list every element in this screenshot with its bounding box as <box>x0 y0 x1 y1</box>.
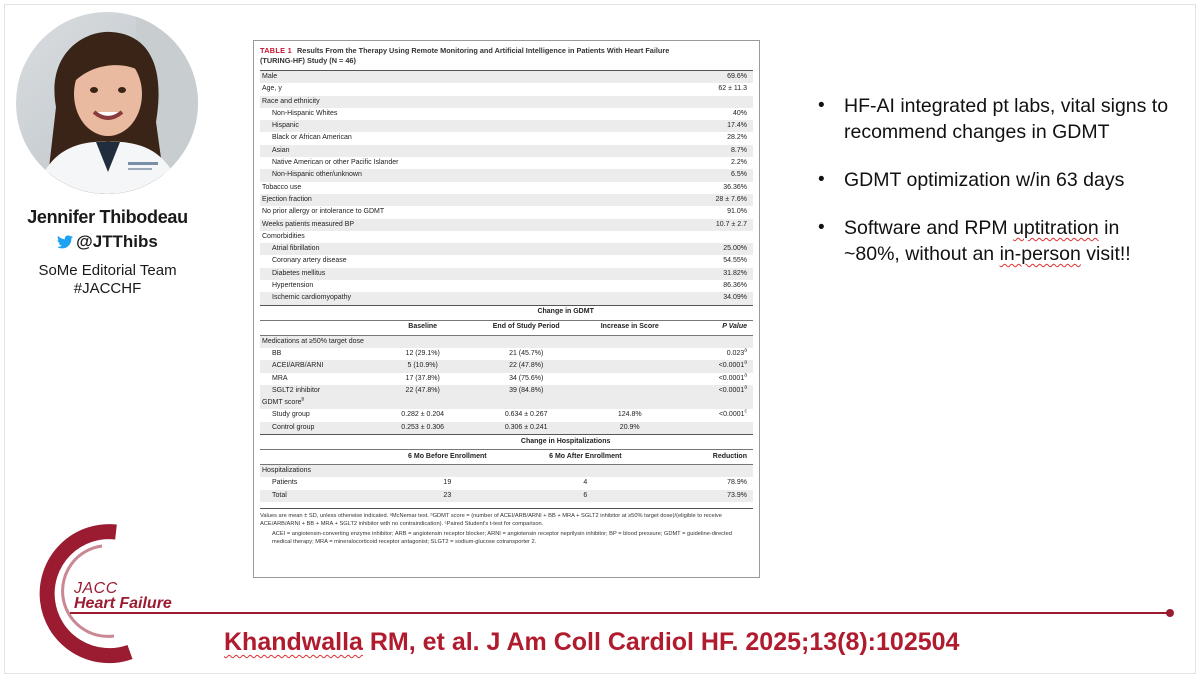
table-row <box>260 409 753 421</box>
gdmt-group-header: Change in GDMT <box>260 305 753 320</box>
speaker-handle-text: @JTThibs <box>76 232 158 251</box>
section-row <box>260 465 753 478</box>
table-row <box>260 268 753 280</box>
footer-divider-dot <box>1166 609 1174 617</box>
p-value <box>674 385 753 397</box>
increase-value: 20.9% <box>585 422 674 434</box>
table-row <box>260 206 753 218</box>
table-row <box>260 231 753 243</box>
footnote-marker: a <box>744 360 747 366</box>
bullet-3: • Software and RPM uptitration in ~80%, without an in-person visit!! <box>816 215 1176 267</box>
col-reduction: Reduction <box>654 450 753 465</box>
row-label: Native American or other Pacific Islander <box>272 159 399 167</box>
speaker-name: Jennifer Thibodeau <box>27 207 188 227</box>
results-table-image <box>253 40 760 578</box>
table-row <box>260 280 753 292</box>
table-title-line1: Results From the Therapy Using Remote Monitoring and Artificial Intelligence in Patients With Heart Failure <box>297 46 670 55</box>
end-value: 22 (47.8%) <box>467 360 585 372</box>
team-line: SoMe Editorial Team <box>38 262 177 279</box>
baseline-value: 5 (10.9%) <box>378 360 467 372</box>
table-row <box>260 385 753 397</box>
gdmt-table <box>260 305 753 434</box>
logo-heart-failure-text: Heart Failure <box>74 595 172 612</box>
end-value: 34 (75.6%) <box>509 374 544 382</box>
p-value <box>674 360 753 372</box>
row-label: Asian <box>260 145 645 157</box>
table-row <box>260 255 753 267</box>
section-text: GDMT score <box>262 399 302 407</box>
table-row <box>260 96 753 108</box>
table-row <box>260 83 753 95</box>
row-label: Non-Hispanic other/unknown <box>260 169 645 181</box>
row-value: 10.7 ± 2.7 <box>645 219 753 231</box>
end-value: 0.306 ± 0.241 <box>467 422 585 434</box>
increase-value <box>585 360 674 372</box>
col-end-of-study: End of Study Period <box>467 320 585 335</box>
row-label: Diabetes mellitus <box>260 268 645 280</box>
bullet-2: • GDMT optimization w/in 63 days <box>816 167 1176 193</box>
hospitalizations-table <box>260 434 753 502</box>
p-value-text: <0.0001 <box>718 386 745 394</box>
spellcheck-word: in-person <box>999 243 1081 265</box>
row-label: Age, y <box>262 85 282 93</box>
after-value: 6 <box>516 490 654 502</box>
p-value-text: 0.023 <box>726 349 745 357</box>
row-label: SGLT2 inhibitor <box>260 385 378 397</box>
hashtag: #JACCHF <box>73 280 142 297</box>
table-label: TABLE 1 <box>260 46 292 55</box>
row-label: MRA <box>272 374 288 382</box>
row-label: Ischemic cardiomyopathy <box>260 292 645 304</box>
row-label: Ejection fraction <box>260 194 645 206</box>
table-row <box>260 182 753 194</box>
baseline-value: 0.253 ± 0.306 <box>378 422 467 434</box>
before-value: 23 <box>378 490 516 502</box>
row-value: 36.36% <box>723 183 747 191</box>
reduction-value: 78.9% <box>727 479 747 487</box>
footnote-marker: c <box>744 409 747 416</box>
end-value: 39 (84.8%) <box>467 385 585 397</box>
citation-author: Khandwalla <box>224 628 363 656</box>
row-value: 40% <box>732 109 747 117</box>
end-value: 0.634 ± 0.267 <box>504 411 548 419</box>
table-row <box>260 120 753 132</box>
row-value: 28 ± 7.6% <box>645 194 753 206</box>
row-value: 8.7% <box>645 145 753 157</box>
col-after: 6 Mo After Enrollment <box>516 450 654 465</box>
logo-jacc-text: JACC <box>74 580 118 597</box>
row-value: 17.4% <box>645 120 753 132</box>
footnote-marker: a <box>744 384 747 391</box>
p-value-text: <0.0001 <box>718 362 745 370</box>
p-value <box>674 373 753 385</box>
section-row <box>260 335 753 348</box>
footnote-marker: a <box>744 347 747 354</box>
row-label: Coronary artery disease <box>272 257 347 265</box>
row-value: 91.0% <box>727 208 747 216</box>
row-label: Weeks patients measured BP <box>260 219 645 231</box>
speaker-photo <box>16 12 198 194</box>
hosp-column-headers <box>260 450 753 465</box>
row-value: 69.6% <box>645 71 753 83</box>
baseline-value: 0.282 ± 0.204 <box>401 411 445 419</box>
p-value <box>674 348 753 360</box>
baseline-value: 17 (37.8%) <box>405 374 440 382</box>
table-row <box>260 243 753 255</box>
increase-value <box>585 348 674 360</box>
row-label: ACEI/ARB/ARNI <box>260 360 378 372</box>
section-label <box>260 397 753 409</box>
row-label: Control group <box>260 422 378 434</box>
p-value-text: <0.0001 <box>719 411 745 419</box>
row-value: 62 ± 11.3 <box>718 85 747 93</box>
table-row <box>260 219 753 231</box>
speaker-team <box>0 262 215 298</box>
row-label: Atrial fibrillation <box>260 243 645 255</box>
row-value: 2.2% <box>731 159 747 167</box>
col-p-value: P Value <box>674 320 753 335</box>
speaker-handle[interactable] <box>0 232 215 252</box>
row-value: 28.2% <box>727 134 747 142</box>
row-label: Comorbidities <box>262 232 305 240</box>
hosp-group-header: Change in Hospitalizations <box>260 435 753 450</box>
end-value: 21 (45.7%) <box>509 349 544 357</box>
section-text: Hospitalizations <box>262 467 312 475</box>
table-row <box>260 477 753 489</box>
footnote-marker: b <box>301 397 305 403</box>
table-row <box>260 71 753 83</box>
row-value: 6.5% <box>645 169 753 181</box>
row-label: Hispanic <box>260 120 645 132</box>
twitter-bird-icon <box>57 235 73 249</box>
row-label: BB <box>272 349 282 357</box>
row-value: 25.00% <box>645 243 753 255</box>
section-text: Medications at ≥50% target dose <box>262 337 364 345</box>
bullet-1: • HF-AI integrated pt labs, vital signs to recommend changes in GDMT <box>816 93 1176 145</box>
demographics-table <box>260 71 753 305</box>
increase-value: 124.8% <box>617 411 642 419</box>
row-label: Tobacco use <box>262 183 302 191</box>
table-row <box>260 292 753 304</box>
table-row <box>260 348 753 360</box>
table-footnotes <box>260 508 753 546</box>
row-value <box>645 96 753 108</box>
footnote-marker: a <box>744 372 747 379</box>
row-value: 54.55% <box>723 257 747 265</box>
table-row <box>260 157 753 169</box>
reduction-value: 73.9% <box>654 490 753 502</box>
table-row <box>260 108 753 120</box>
baseline-value: 22 (47.8%) <box>378 385 467 397</box>
row-label: Male <box>260 71 645 83</box>
baseline-value: 12 (29.1%) <box>405 349 440 357</box>
gdmt-column-headers <box>260 320 753 335</box>
col-baseline: Baseline <box>378 320 467 335</box>
footnote-2: ACEI = angiotensin-converting enzyme inhibitor; ARB = angiotensin receptor blocker; ARNI = angiotensin receptor neprilysin inhibitor; BP = blood pressure; GDMT = guideline-directed medical therapy; MRA = mineralocorticoid receptor antagonist; SLGT2 = sodium-glucose cotransporter 2. <box>272 531 732 545</box>
row-value <box>645 231 753 243</box>
row-label: Study group <box>272 411 310 419</box>
footer-divider <box>70 612 1170 614</box>
table-row <box>260 373 753 385</box>
table-row <box>260 145 753 157</box>
table-row <box>260 132 753 144</box>
p-value-text: <0.0001 <box>718 374 745 382</box>
key-points-list <box>816 93 1176 289</box>
row-value: 31.82% <box>645 268 753 280</box>
citation-rest: RM, et al. J Am Coll Cardiol HF. 2025;13(8):102504 <box>362 628 960 656</box>
table-title-line2: (TURING-HF) Study (N = 46) <box>260 56 356 65</box>
row-label: Black or African American <box>272 134 352 142</box>
row-value: 34.09% <box>645 292 753 304</box>
before-value: 19 <box>443 479 452 487</box>
col-before: 6 Mo Before Enrollment <box>378 450 516 465</box>
col-increase: Increase in Score <box>585 320 674 335</box>
row-label: Patients <box>272 479 298 487</box>
row-label: Total <box>260 490 378 502</box>
table-row <box>260 422 753 434</box>
table-row <box>260 360 753 372</box>
row-label: Race and ethnicity <box>260 96 645 108</box>
footnote-1: Values are mean ± SD, unless otherwise indicated. ᵃMcNemar test. ᵇGDMT score = (number of ACEI/ARB/ARNI + BB + MRA + SGLT2 inhibitor at ≥50% target dose)/(eligible to receive ACE/ARB/ARNI + BB + MRA + SGLT2 inhibitor with no contraindication). ᶜPaired Student's t-test for comparison. <box>260 512 722 527</box>
section-label <box>260 335 753 348</box>
after-value: 4 <box>583 479 588 487</box>
table-row <box>260 490 753 502</box>
section-label <box>260 465 753 478</box>
p-value <box>674 409 753 421</box>
row-value: 86.36% <box>723 282 747 290</box>
table-row <box>260 194 753 206</box>
section-row <box>260 397 753 409</box>
row-label: Non-Hispanic Whites <box>272 109 338 117</box>
p-value <box>674 422 753 434</box>
citation <box>224 628 959 657</box>
spellcheck-word: uptitration <box>1013 217 1099 239</box>
row-label: No prior allergy or intolerance to GDMT <box>262 208 385 216</box>
increase-value <box>585 373 674 385</box>
table-row <box>260 169 753 181</box>
row-label: Hypertension <box>272 282 314 290</box>
increase-value <box>585 385 674 397</box>
table-title <box>260 46 753 71</box>
